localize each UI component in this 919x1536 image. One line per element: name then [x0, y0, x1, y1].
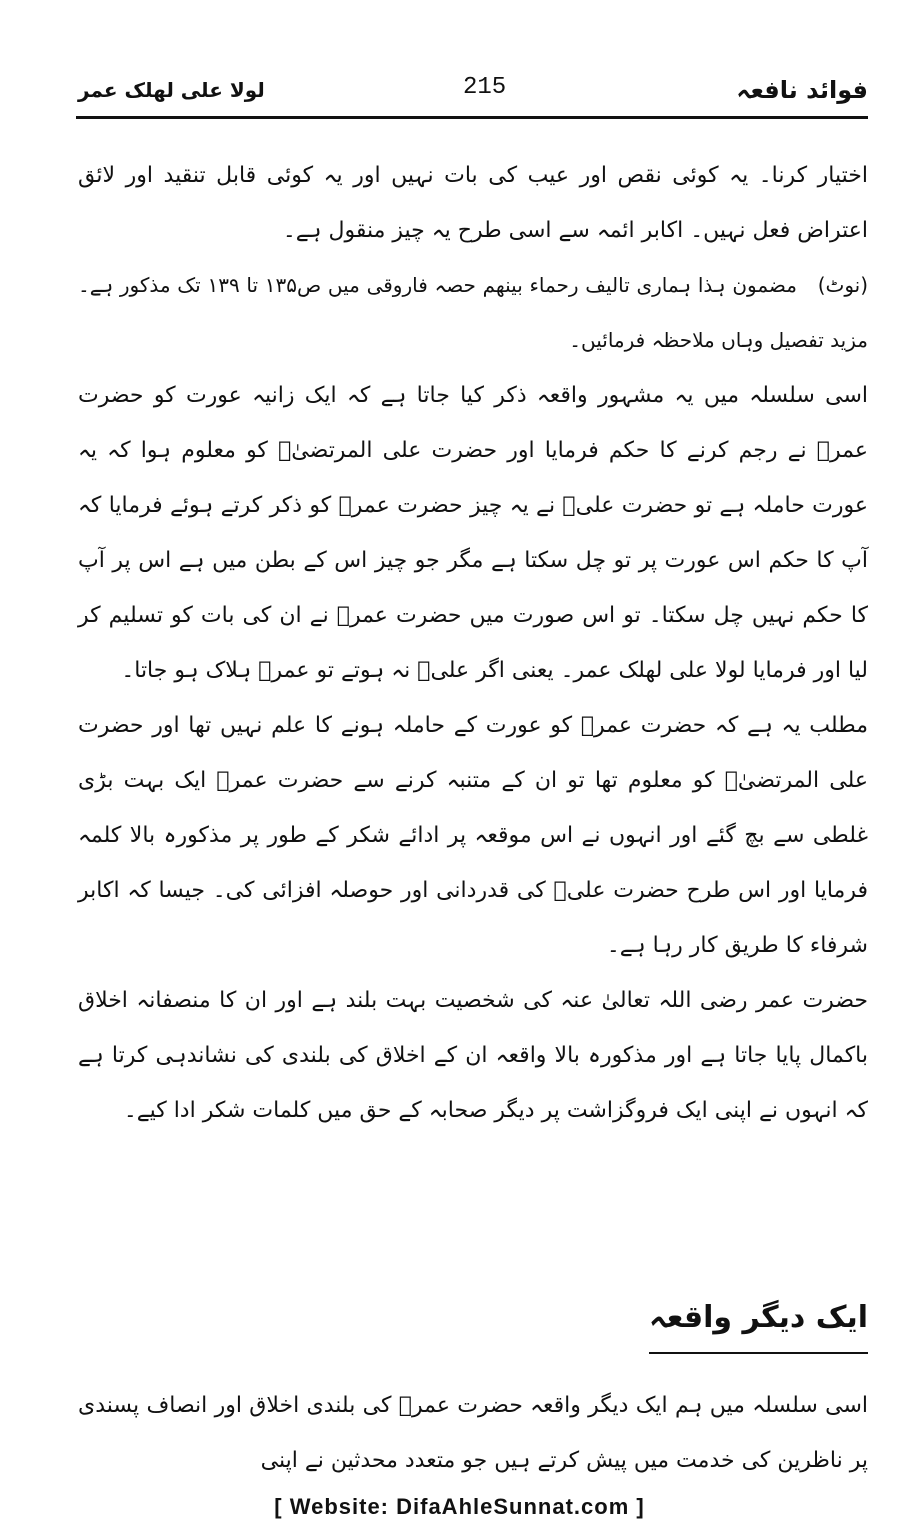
header-rule: [76, 116, 868, 119]
website-footer: [ Website: DifaAhleSunnat.com ]: [274, 1494, 645, 1519]
section-heading: ایک دیگر واقعہ: [649, 1296, 868, 1354]
paragraph-incident: اسی سلسلہ میں یہ مشہور واقعہ ذکر کیا جاتا ہے کہ ایک زانیہ عورت کو حضرت عمرؓ نے رجم کرنے کا حکم فرمایا اور حضرت علی المرتضیٰؓ کو معلوم ہوا کہ یہ عورت حاملہ ہے تو حضرت علیؓ نے یہ چیز حضرت عمرؓ کو ذکر کرتے ہوئے فرمایا کہ آپ کا حکم اس عورت پر تو چل سکتا ہے مگر جو چیز اس کے بطن میں ہے اس پر آپ کا حکم نہیں چل سکتا۔ تو اس صورت میں حضرت عمرؓ نے ان کی بات کو تسلیم کر لیا اور فرمایا لولا علی لھلک عمر۔ یعنی اگر علیؓ نہ ہوتے تو عمرؓ ہلاک ہو جاتا۔: [78, 383, 868, 683]
note-text: مضمون ہذا ہماری تالیف رحماء بینھم حصہ فاروقی میں ص۱۳۵ تا ۱۳۹ تک مذکور ہے۔ مزید تفصیل وہاں ملاحظہ فرمائیں۔: [78, 273, 868, 352]
running-header: [78, 70, 868, 114]
chapter-title: لولا علی لھلک عمر: [78, 78, 265, 102]
section-paragraph: اسی سلسلہ میں ہم ایک دیگر واقعہ حضرت عمرؓ کی بلندی اخلاق اور انصاف پسندی پر ناظرین کی خدمت میں پیش کرتے ہیں جو متعدد محدثین نے اپنی: [78, 1393, 868, 1473]
section-heading-wrap: [649, 1296, 868, 1354]
book-title: فوائد نافعہ: [736, 76, 868, 104]
note-label: (نوٹ): [817, 273, 869, 297]
paragraph-character: حضرت عمر رضی اللہ تعالیٰ عنہ کی شخصیت بہت بلند ہے اور ان کا منصفانہ اخلاق باکمال پایا جاتا ہے اور مذکورہ بالا واقعہ ان کے اخلاق کی بلندی کی نشاندہی کرتا ہے کہ انہوں نے اپنی ایک فروگزاشت پر دیگر صحابہ کے حق میں کلمات شکر ادا کیے۔: [78, 988, 868, 1123]
main-text: [78, 148, 868, 1138]
paragraph-meaning: مطلب یہ ہے کہ حضرت عمرؓ کو عورت کے حاملہ ہونے کا علم نہیں تھا اور حضرت علی المرتضیٰؓ کو معلوم تھا تو ان کے متنبہ کرنے سے حضرت عمرؓ ایک بہت بڑی غلطی سے بچ گئے اور انہوں نے اس موقعہ پر ادائے شکر کے طور پر مذکورہ بالا کلمہ فرمایا اور اس طرح حضرت علیؓ کی قدردانی اور حوصلہ افزائی کی۔ جیسا کہ اکابر شرفاء کا طریق کار رہا ہے۔: [78, 713, 868, 958]
paragraph-intro: اختیار کرنا۔ یہ کوئی نقص اور عیب کی بات نہیں اور یہ کوئی قابل تنقید اور لائق اعتراض فعل نہیں۔ اکابر ائمہ سے اسی طرح یہ چیز منقول ہے۔: [78, 163, 868, 243]
note-paragraph: [78, 258, 868, 368]
page-number: 215: [463, 74, 507, 101]
section-text-block: [78, 1378, 868, 1488]
